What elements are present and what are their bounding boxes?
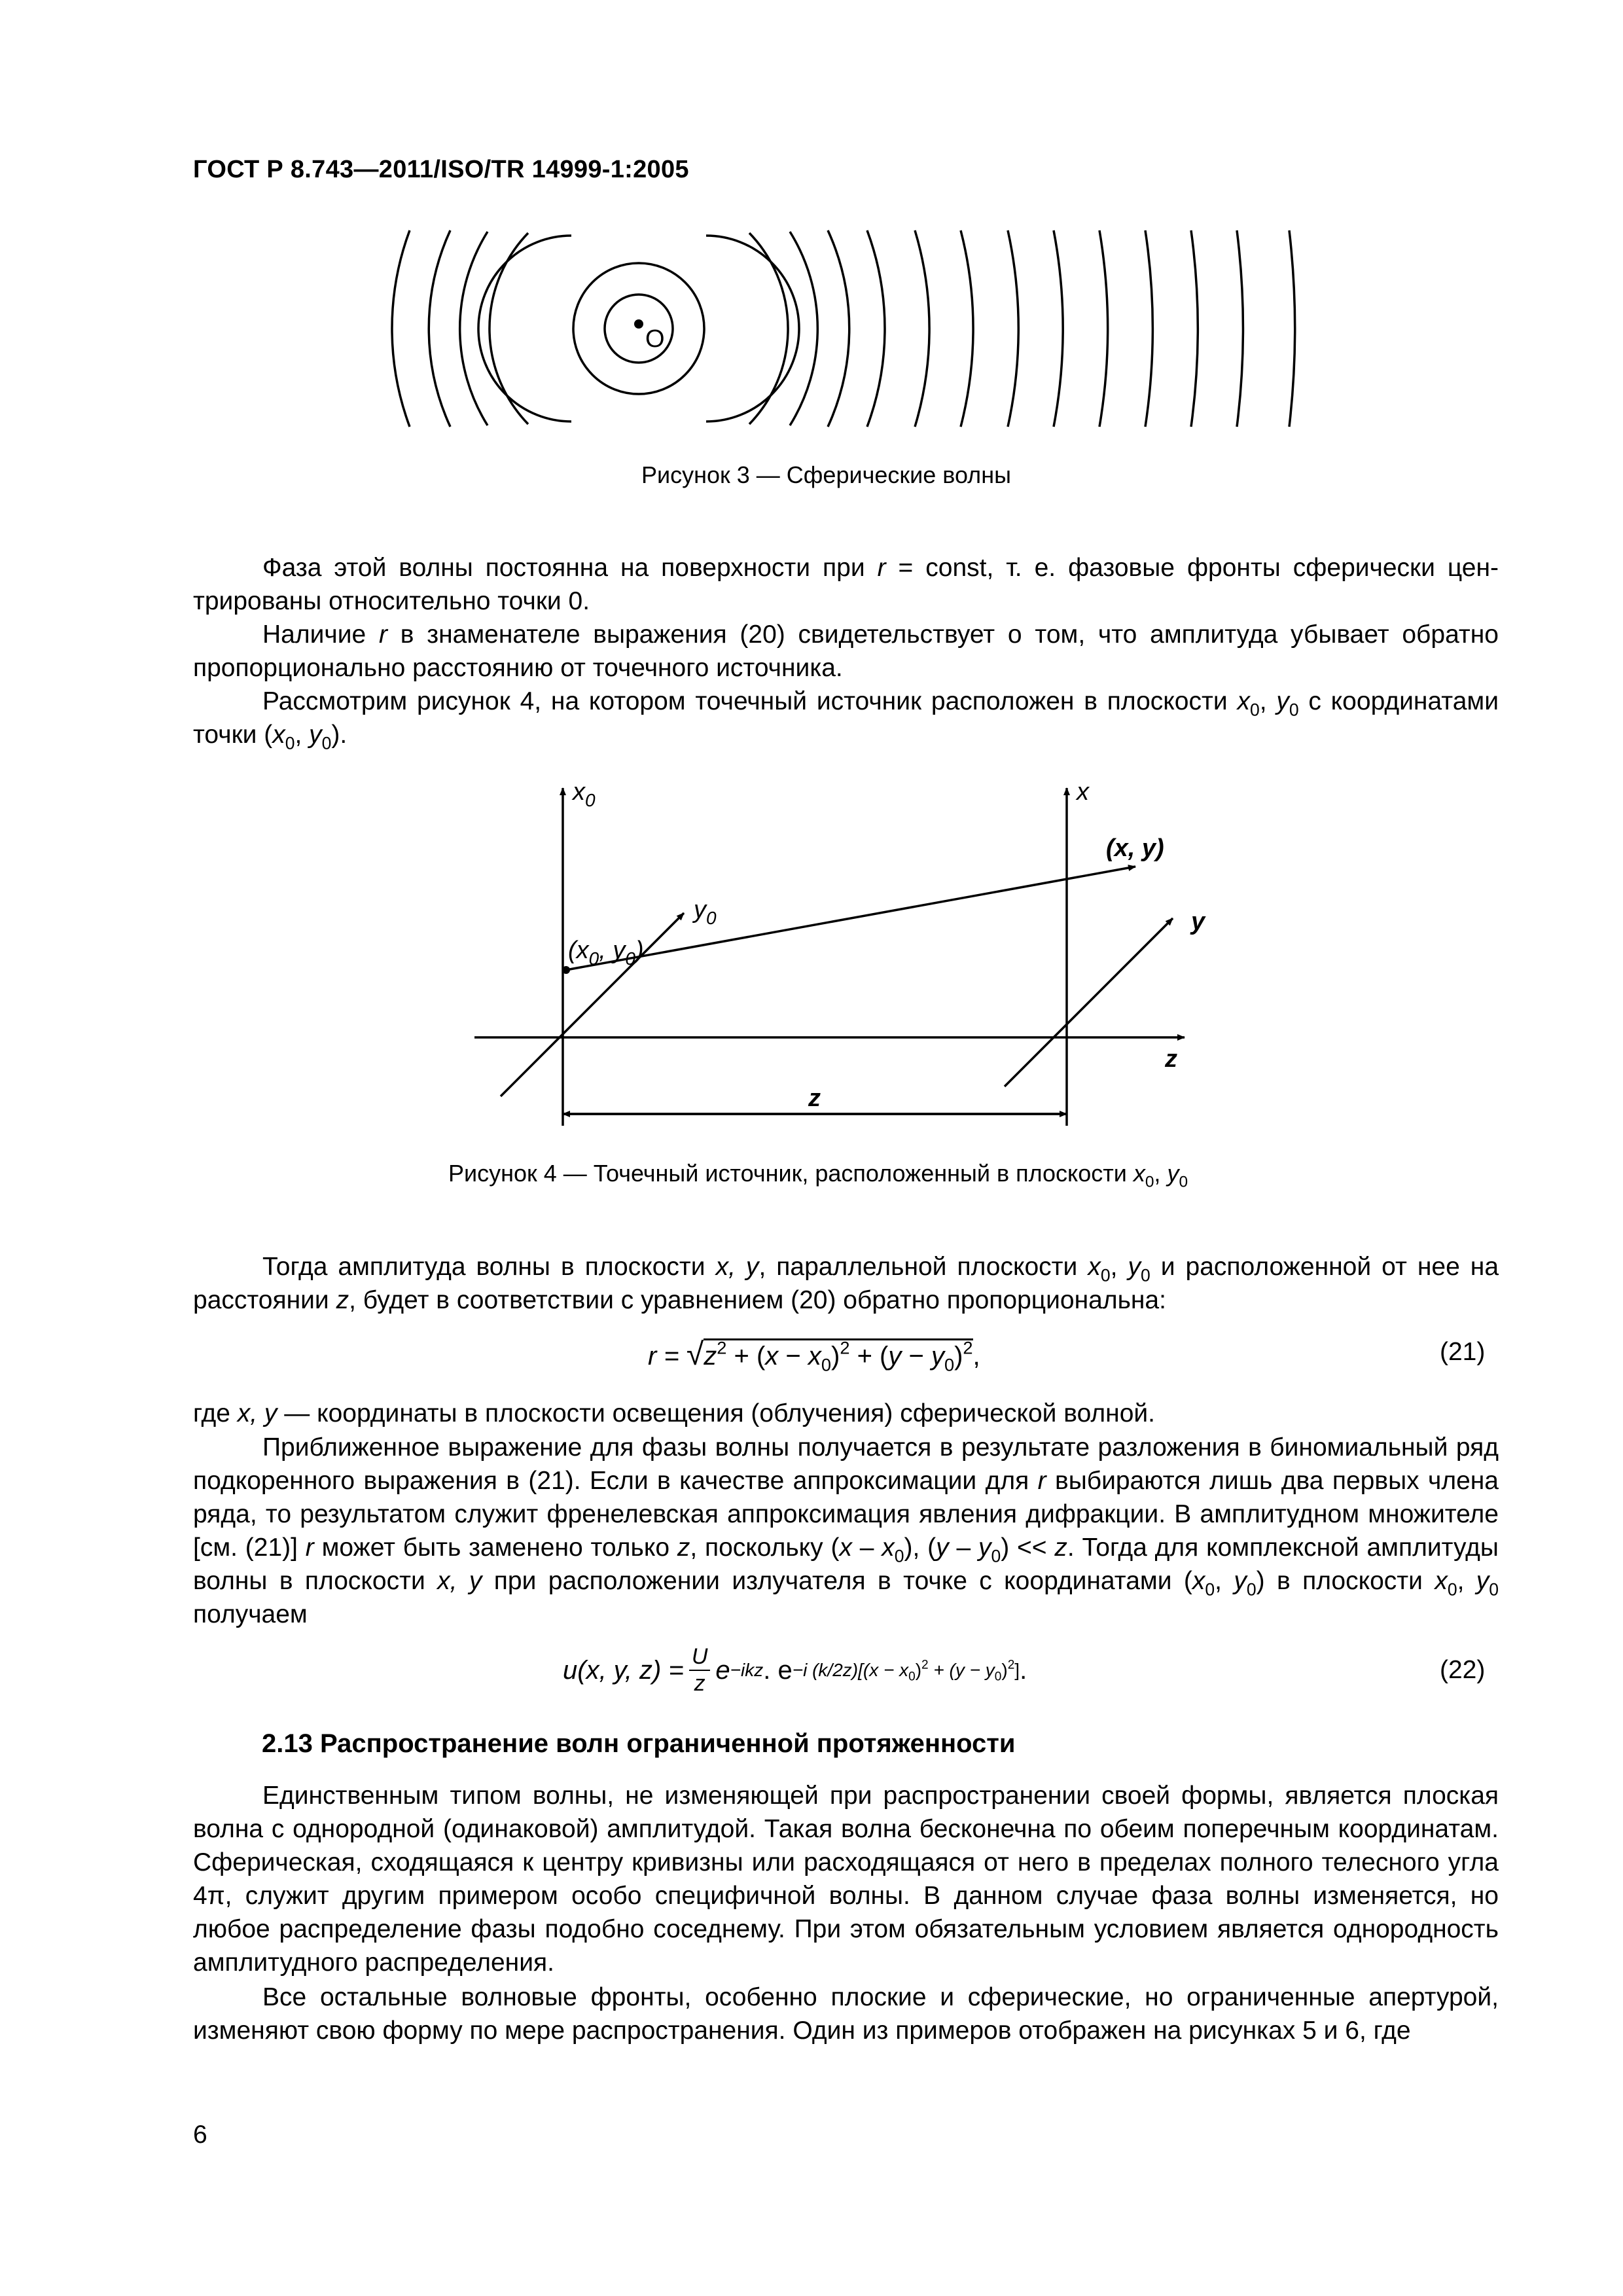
label-source: ($x_0$, $y_0$) — [568, 937, 644, 969]
figure-3-spherical-waves — [380, 219, 1322, 435]
label-xy: (x, y) — [1106, 834, 1164, 862]
page-number: 6 — [193, 2121, 207, 2149]
wavefront-arc-14r — [1191, 230, 1198, 427]
wavefront-arc-6r — [828, 230, 849, 427]
wavefront-arc-15r — [1237, 230, 1243, 427]
figure-4-caption: Рисунок 4 — Точечный источник, расположенный в плоскости $x_0$, $y_0$ — [448, 1160, 1188, 1191]
equation-21: $r = √z^2 + (x - x_0)^2 + (y - y_0)^2$, — [648, 1337, 980, 1375]
paragraph-amplitude: Наличие r в знаменателе выражения (20) свидетельствует о том, что амплитуда убывает обратно пропорционально расстоянию от точечного источника. — [193, 620, 1499, 682]
paragraph-phase: Фаза этой волны постоянна на поверхности при r = const, т. е. фазовые фронты сферически центрированы относительно точки 0. — [193, 554, 1499, 615]
label-y0: $y_0$ — [694, 896, 717, 928]
paragraph-other-wavefronts: Все остальные волновые фронты, особенно плоские и сферические, но ограниченные апертурой, изменяют свою форму по мере распространения. Один из примеров отображен на рисунках 5 и 6, где — [193, 1983, 1499, 2045]
wavefront-arc-5r — [790, 232, 817, 425]
document-header: ГОСТ Р 8.743—2011/ISO/TR 14999-1:2005 — [193, 156, 689, 183]
source-point — [634, 319, 643, 329]
wavefront-arc-12r — [1099, 230, 1108, 427]
paragraph-amplitude-plane: Тогда амплитуда волны в плоскости x, y, параллельной плоскости $x_0$, $y_0$ и расположенной от нее на расстоянии z, будет в соответствии с уравнением (20) обратно пропорциональна: — [193, 1253, 1499, 1314]
wavefront-arc-8r — [915, 230, 929, 427]
equation-22: u (x, y, z) = $\frac{U}{z}$ e −ikz . e −i $(k/2z)[(x - x_0)^2 + (y - y_0)^2]$ . — [563, 1644, 1027, 1696]
paragraph-plane-wave: Единственным типом волны, не изменяющей при распространении своей формы, является плоская волна с однородной (одинаковой) амплитудой. Такая волна бесконечна по обеим поперечным координатам. Сферическая, сходящаяся к центру кривизны или расходящаяся от него в пределах полного телесного угла 4π, служит другим примером особо специфичной волны. В данном случае фаза волны изменяется, но любое распределение фазы подобно соседнему. При этом обязательным условием является однородность амплитудного распределения. — [193, 1782, 1499, 1977]
wavefront-arc-7 — [392, 230, 410, 427]
wavefront-arc-16r — [1289, 230, 1295, 427]
wavefront-arc-3r — [706, 236, 799, 422]
wavefront-arc-9r — [961, 230, 973, 427]
wavefront-arc-5 — [460, 232, 488, 425]
wavefront-arc-4 — [490, 233, 528, 424]
label-z-distance: z — [808, 1085, 821, 1112]
label-x: x — [1077, 778, 1089, 806]
ray-source-to-point — [566, 867, 1135, 970]
wavefront-arc-11r — [1054, 230, 1063, 427]
label-z-axis: z — [1165, 1045, 1177, 1073]
wavefront-arc-7r — [867, 230, 885, 427]
label-y: y — [1191, 908, 1205, 935]
figure-4-point-source — [458, 772, 1230, 1139]
figure-3-caption: Рисунок 3 — Сферические волны — [641, 461, 1011, 488]
y-axis — [1005, 918, 1173, 1086]
label-x0: $x_0$ — [573, 778, 596, 810]
equation-22-number: (22) — [1440, 1656, 1486, 1684]
wavefront-arc-13r — [1145, 230, 1152, 427]
paragraph-approximation: Приближенное выражение для фазы волны получается в результате разложения в биномиальный ряд подкоренного выражения в (21). Если в качестве аппроксимации для r выбираются лишь два первых члена ряда, то результатом служит френелевская аппроксимация явления дифракции. В амплитудном множителе [см. (21)] r может быть заменено только z, поскольку $(x - x_0)$, $(y - y_0) << z$. Тогда для комплексной амплитуды волны в плоскости x, y при расположении излучателя в точке с координатами ($x_0$, $y_0$) в плоскости $x_0$, $y_0$ получаем — [193, 1433, 1499, 1628]
wavefront-arc-6 — [429, 230, 450, 427]
wavefront-arc-3 — [478, 236, 571, 422]
section-heading: 2.13 Распространение волн ограниченной протяженности — [262, 1729, 1016, 1758]
equation-21-number: (21) — [1440, 1338, 1486, 1366]
wavefront-arc-10r — [1008, 230, 1018, 427]
source-point-label: O — [645, 325, 665, 353]
source-point — [562, 966, 570, 974]
y0-axis — [501, 913, 684, 1096]
wavefront-arc-4r — [749, 233, 788, 424]
paragraph-coordinates: где x, y — координаты в плоскости освещения (облучения) сферической волной. — [193, 1399, 1156, 1427]
paragraph-figure4-intro: Рассмотрим рисунок 4, на котором точечный источник расположен в плоскости $x_0$, $y_0$ с координатами точки ($x_0$, $y_0$). — [193, 687, 1499, 753]
